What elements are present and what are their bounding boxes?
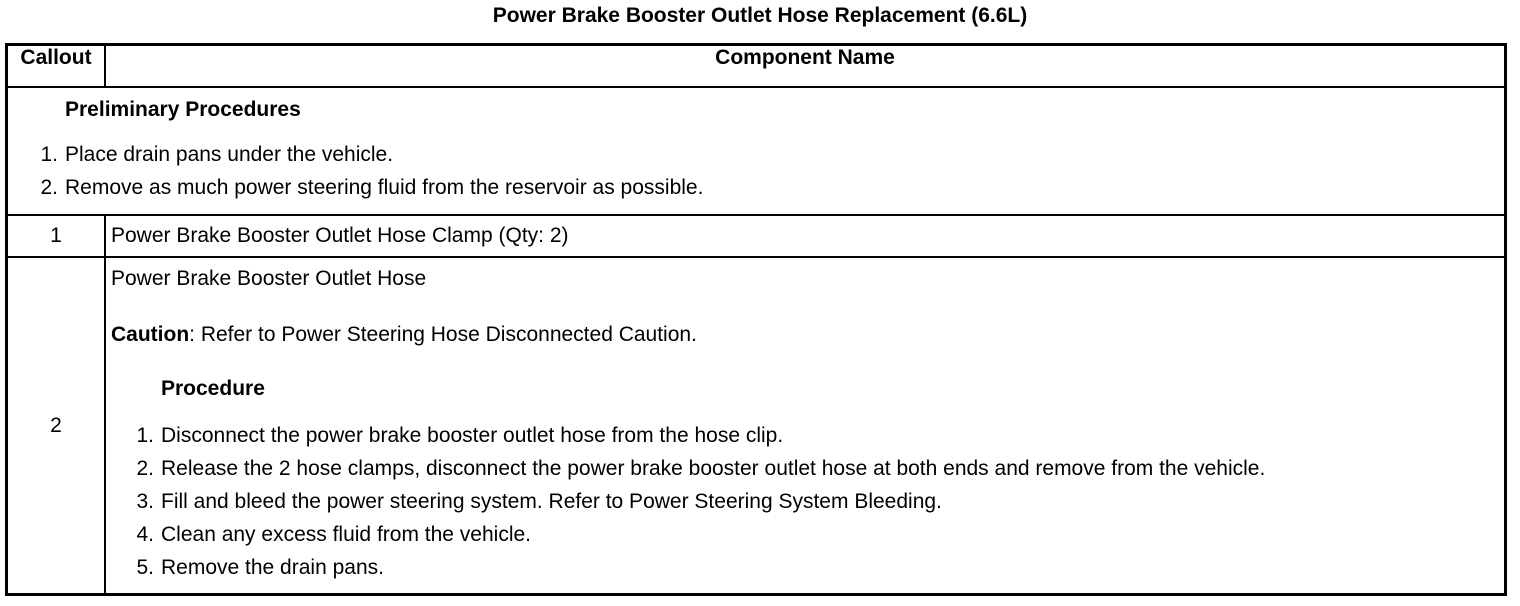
list-item bbox=[124, 551, 1504, 584]
step-number: 5. bbox=[136, 556, 154, 579]
step-text: Place drain pans under the vehicle. bbox=[65, 143, 394, 166]
column-header-component-name: Component Name bbox=[105, 45, 1506, 88]
caution-label: Caution bbox=[111, 323, 190, 346]
step-number: 1. bbox=[136, 424, 154, 447]
step-text: Disconnect the power brake booster outlet hose from the hose clip. bbox=[161, 424, 784, 447]
component-name: Power Brake Booster Outlet Hose Clamp (Qty: 2) bbox=[111, 224, 569, 247]
callout-number: 1 bbox=[7, 215, 106, 257]
table-row bbox=[7, 257, 1506, 595]
table-row bbox=[7, 215, 1506, 257]
step-number: 2. bbox=[136, 457, 154, 480]
list-item bbox=[124, 518, 1504, 551]
preliminary-procedures-cell bbox=[7, 87, 1506, 215]
preliminary-procedures-heading: Preliminary Procedures bbox=[65, 98, 301, 121]
list-item bbox=[28, 138, 1504, 171]
component-name: Power Brake Booster Outlet Hose bbox=[111, 267, 427, 290]
procedure-table bbox=[5, 43, 1507, 596]
list-item bbox=[124, 485, 1504, 518]
step-text: Release the 2 hose clamps, disconnect the power brake booster outlet hose at both ends and remove from the vehicle. bbox=[161, 457, 1266, 480]
callout-number: 2 bbox=[7, 257, 106, 595]
step-text: Clean any excess fluid from the vehicle. bbox=[161, 523, 532, 546]
list-item bbox=[124, 452, 1504, 485]
list-item bbox=[124, 419, 1504, 452]
caution-note bbox=[106, 323, 1504, 347]
preliminary-steps-list bbox=[28, 138, 1504, 204]
column-header-callout: Callout bbox=[7, 45, 106, 88]
step-text: Remove as much power steering fluid from the reservoir as possible. bbox=[65, 176, 704, 199]
step-number: 4. bbox=[136, 523, 154, 546]
step-number: 1. bbox=[40, 143, 58, 166]
component-cell bbox=[105, 257, 1506, 595]
procedure-steps-list bbox=[106, 419, 1504, 584]
caution-text: : Refer to Power Steering Hose Disconnected Caution. bbox=[189, 323, 697, 346]
step-number: 2. bbox=[40, 176, 58, 199]
step-text: Remove the drain pans. bbox=[161, 556, 384, 579]
list-item bbox=[28, 171, 1504, 204]
procedure-heading: Procedure bbox=[161, 377, 265, 400]
step-number: 3. bbox=[136, 490, 154, 513]
page-title: Power Brake Booster Outlet Hose Replacement (6.6L) bbox=[492, 4, 1028, 27]
step-text: Fill and bleed the power steering system. Refer to Power Steering System Bleeding. bbox=[161, 490, 942, 513]
preliminary-row bbox=[7, 87, 1506, 215]
table-header-row bbox=[7, 45, 1506, 88]
component-cell bbox=[105, 215, 1506, 257]
